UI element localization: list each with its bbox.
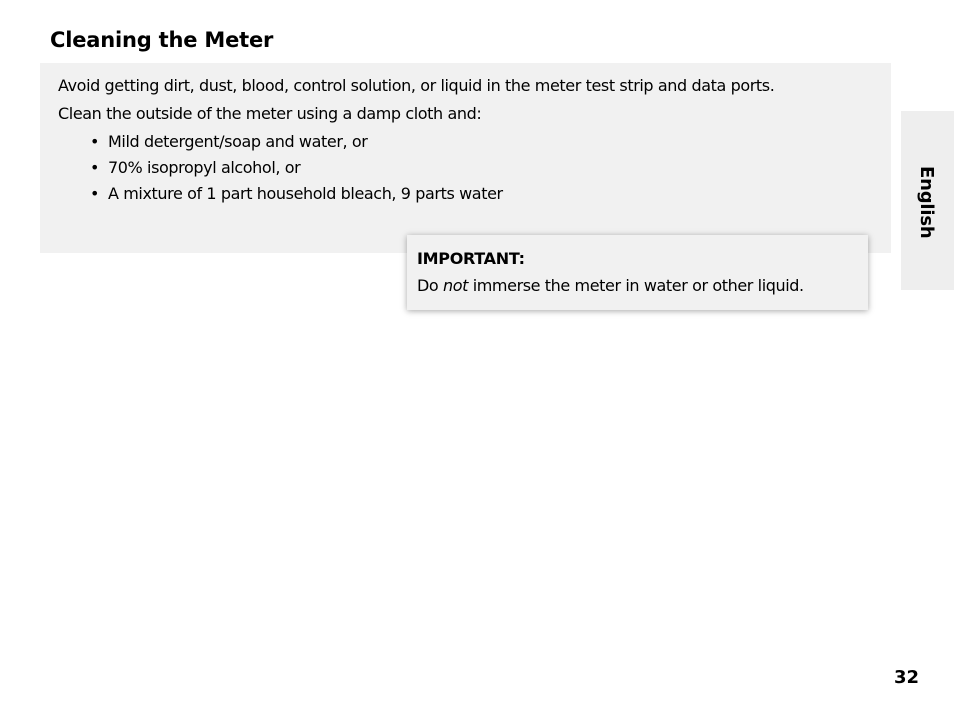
important-text [417, 275, 804, 297]
cleaning-instructions-box [40, 63, 891, 253]
cleaning-options-list [88, 129, 503, 207]
important-text-before: Do [417, 276, 443, 295]
list-item [88, 129, 503, 155]
language-tab [901, 111, 954, 290]
important-text-after: immerse the meter in water or other liquid. [468, 276, 804, 295]
instruction-paragraph: Clean the outside of the meter using a damp cloth and: [58, 104, 482, 123]
important-emphasis: not [443, 276, 469, 295]
language-tab-label: English [916, 166, 937, 239]
page-number: 32 [894, 667, 920, 688]
bullet-icon: • [90, 184, 100, 203]
list-item [88, 181, 503, 207]
list-item [88, 155, 503, 181]
important-title: IMPORTANT: [417, 249, 525, 268]
list-item-text: A mixture of 1 part household bleach, 9 parts water [108, 184, 503, 203]
list-item-text: 70% isopropyl alcohol, or [108, 158, 301, 177]
bullet-icon: • [90, 158, 100, 177]
bullet-icon: • [90, 132, 100, 151]
important-notice [407, 235, 868, 310]
intro-paragraph: Avoid getting dirt, dust, blood, control solution, or liquid in the meter test strip and data ports. [58, 76, 775, 95]
page-title: Cleaning the Meter [50, 28, 274, 52]
list-item-text: Mild detergent/soap and water, or [108, 132, 368, 151]
